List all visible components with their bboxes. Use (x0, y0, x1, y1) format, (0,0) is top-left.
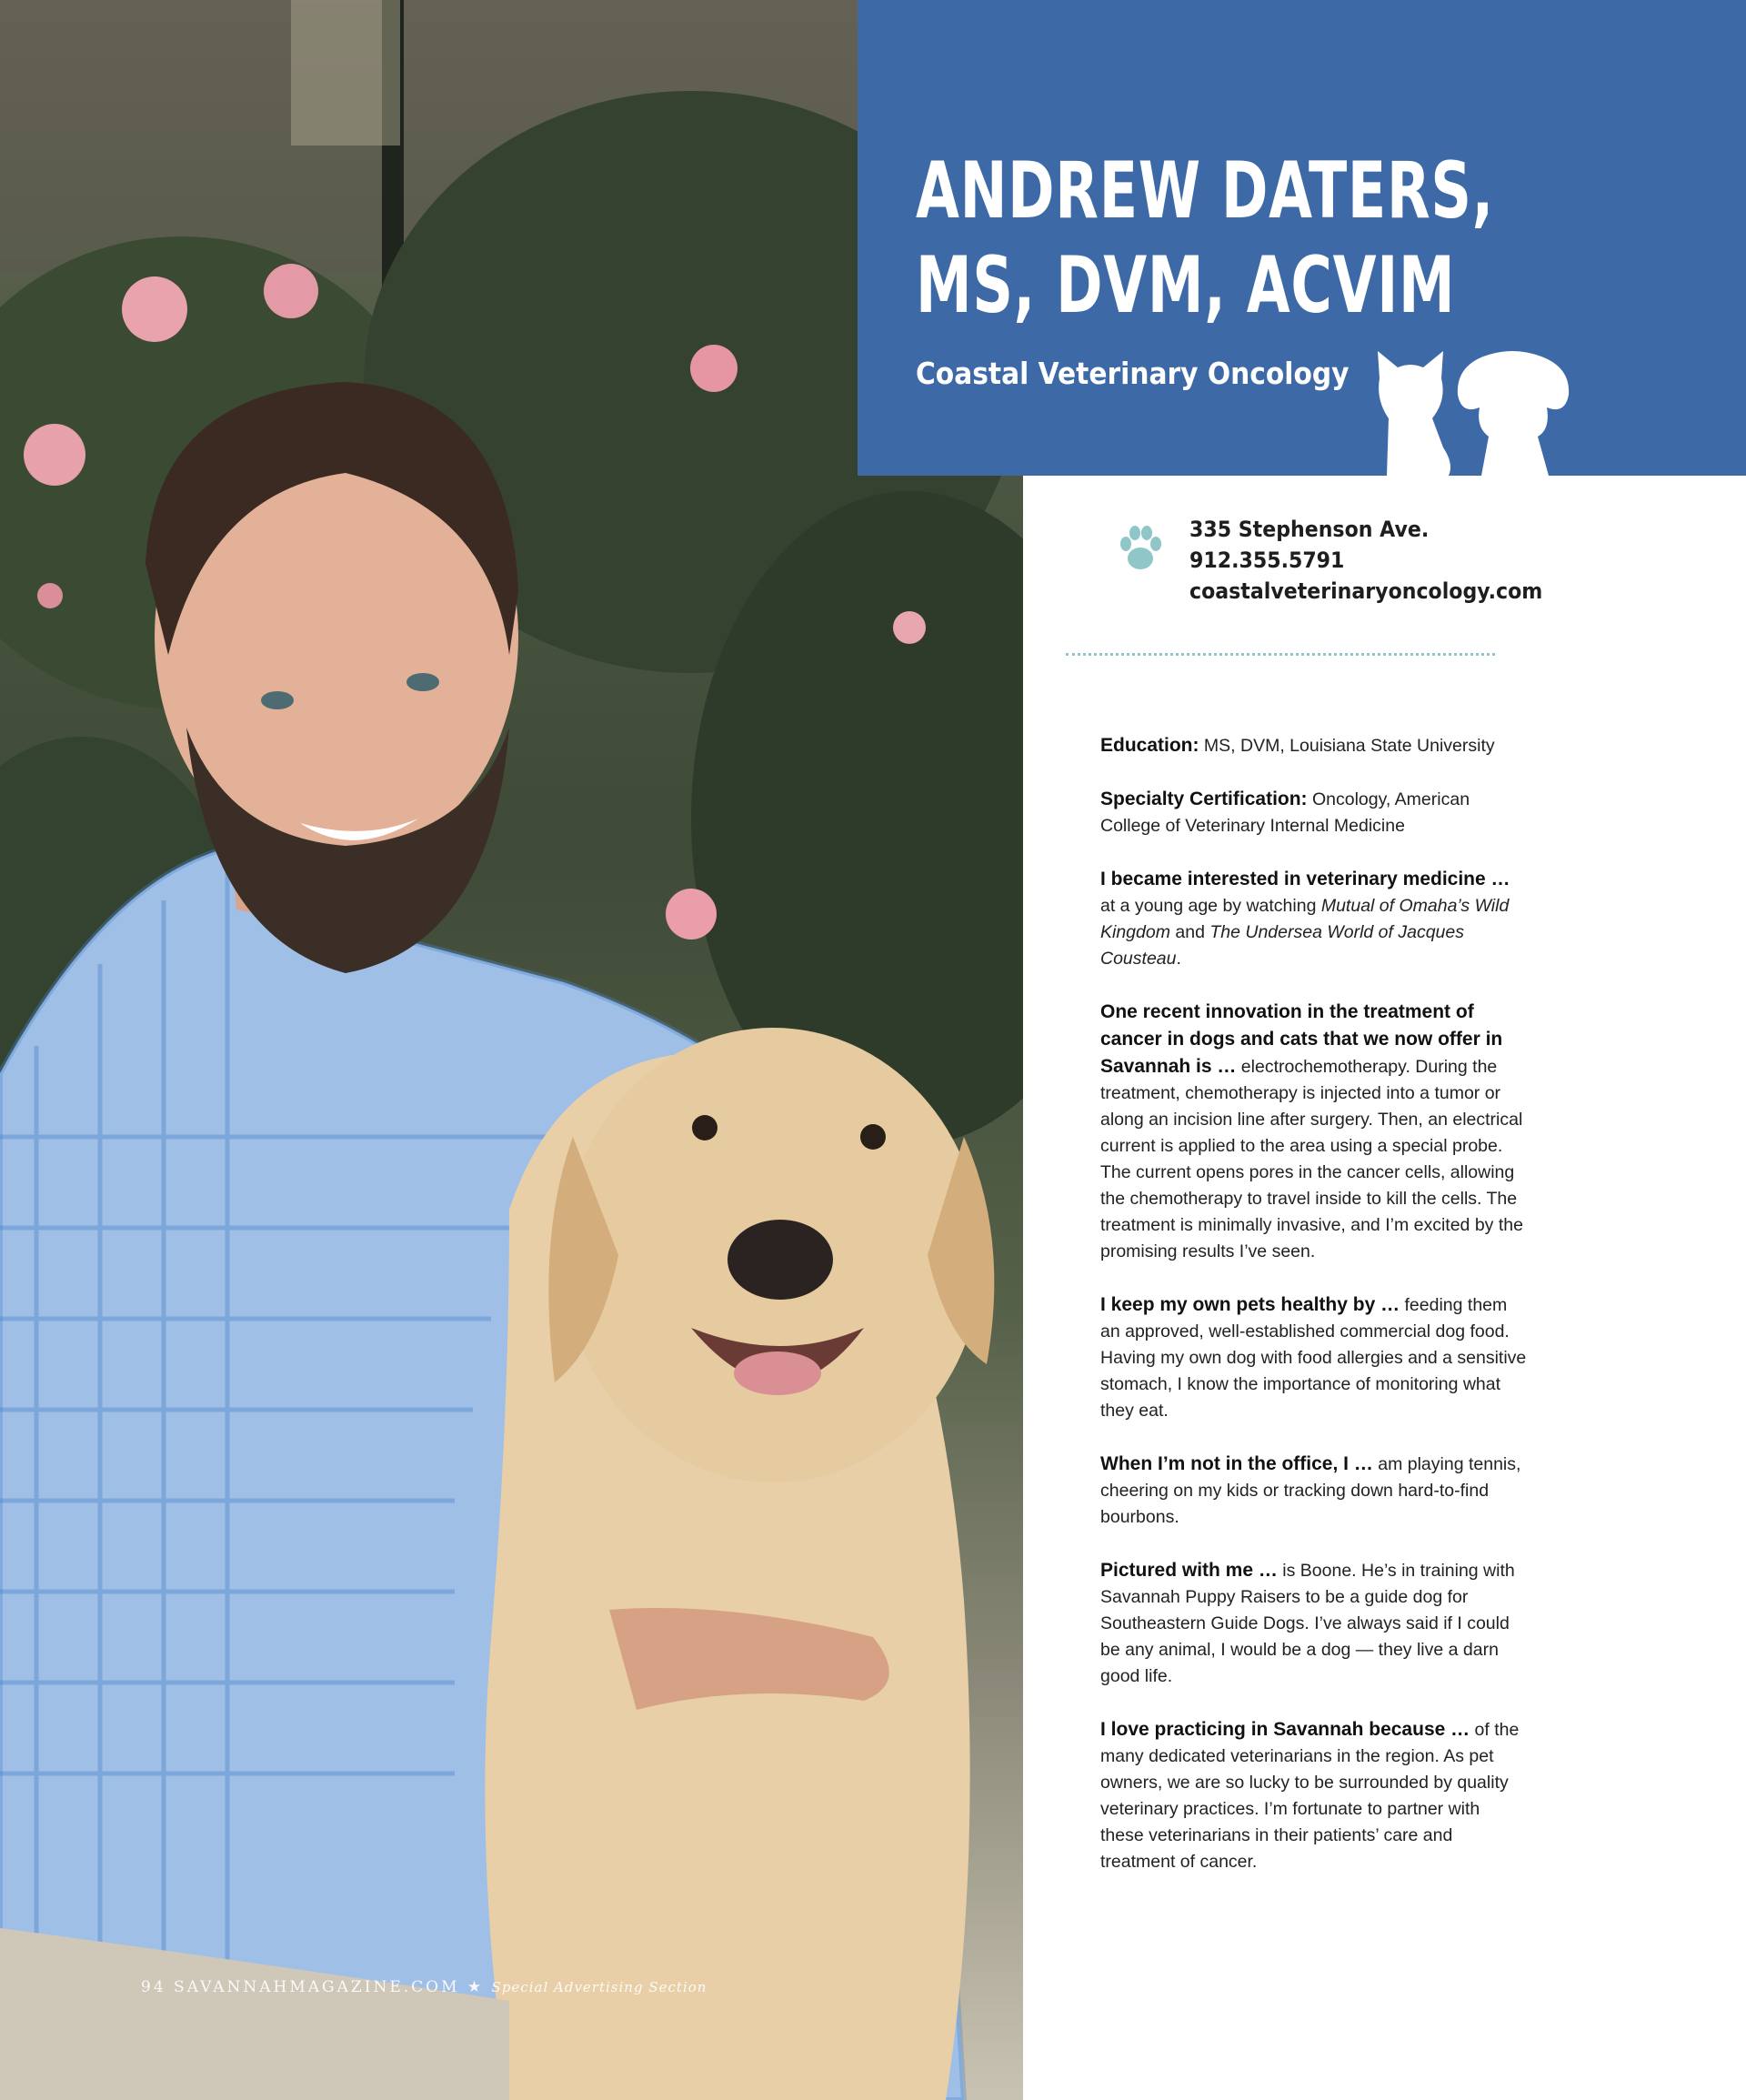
bio-lead: I love practicing in Savannah because … (1100, 1719, 1470, 1740)
bio-answer: am playing tennis, cheering on my kids or tracking down hard-to-find bourbons. (1100, 1454, 1521, 1527)
bio-interest (1100, 866, 1528, 972)
bio-answer: . (1176, 949, 1181, 969)
bio-education (1100, 732, 1528, 759)
bio-lead: Education: (1100, 735, 1199, 756)
bio-pets (1100, 1291, 1528, 1424)
bio-free-time (1100, 1451, 1528, 1531)
bio-innovation (1100, 999, 1528, 1265)
bio-pictured (1100, 1557, 1528, 1690)
bio-answer: Oncology, American College of Veterinary Internal Medicine (1100, 789, 1470, 836)
bio-answer: is Boone. He’s in training with Savannah Puppy Raisers to be a guide dog for Southeastern Guide Dogs. I’ve always said if I could be any animal, I would be a dog — they live a darn good life. (1100, 1561, 1515, 1686)
website-link[interactable]: coastalveterinaryoncology.com (1189, 578, 1543, 604)
site-name: SAVANNAHMAGAZINE.COM (174, 1978, 460, 1996)
bio-certification (1100, 786, 1528, 839)
bio-lead: I became interested in veterinary medicine … (1100, 869, 1510, 889)
bio-lead: One recent innovation in the treatment of cancer in dogs and cats that we now offer in Savannah is … (1100, 1001, 1503, 1077)
title-banner (858, 0, 1746, 476)
doctor-name (916, 144, 1494, 333)
section-label: Special Advertising Section (491, 1979, 707, 1995)
bio-answer: feeding them an approved, well-established commercial dog food. Having my own dog with food allergies and a sensitive stomach, I know the importance of monitoring what they eat. (1100, 1295, 1527, 1421)
doctor-name-line2: MS, DVM, ACVIM (916, 240, 1456, 331)
bio-lead: When I’m not in the office, I … (1100, 1453, 1373, 1474)
bio-lead: Pictured with me … (1100, 1560, 1278, 1581)
practice-name: Coastal Veterinary Oncology (916, 356, 1350, 391)
page-number: 94 (141, 1978, 166, 1996)
tv-show-title: The Undersea World of Jacques Cousteau (1100, 922, 1464, 969)
bio-answer: at a young age by watching (1100, 896, 1321, 916)
cat-and-dog-silhouette-icon (1367, 346, 1603, 476)
bio-lead: I keep my own pets healthy by … (1100, 1294, 1400, 1315)
bio-text (1100, 732, 1528, 1902)
paw-icon (1119, 524, 1162, 575)
phone-number: 912.355.5791 (1189, 548, 1345, 573)
bio-answer: and (1169, 922, 1210, 942)
star-icon: ★ (467, 1978, 485, 1996)
doctor-name-line1: ANDREW DATERS, (916, 146, 1494, 236)
bio-lead: Specialty Certification: (1100, 789, 1308, 809)
bio-answer: electrochemotherapy. During the treatment, chemotherapy is injected into a tumor or along an incision line after surgery. Then, an electrical current is applied to the area using a special probe. The current opens pores in the cancer cells, allowing the chemotherapy to travel inside to kill the cells. The treatment is minimally invasive, and I’m excited by the promising results I’ve seen. (1100, 1057, 1523, 1261)
dotted-divider (1066, 653, 1495, 656)
page-footer (141, 1978, 707, 1996)
address: 335 Stephenson Ave. (1189, 517, 1430, 542)
tv-show-title: Mutual of Omaha’s Wild Kingdom (1100, 896, 1510, 942)
bio-savannah (1100, 1716, 1528, 1875)
bio-answer: MS, DVM, Louisiana State University (1199, 736, 1495, 756)
bio-answer: of the many dedicated veterinarians in the region. As pet owners, we are so lucky to be surrounded by quality veterinary practices. I’m fortunate to partner with these veterinarians in their patients’ care and treatment of cancer. (1100, 1720, 1520, 1872)
